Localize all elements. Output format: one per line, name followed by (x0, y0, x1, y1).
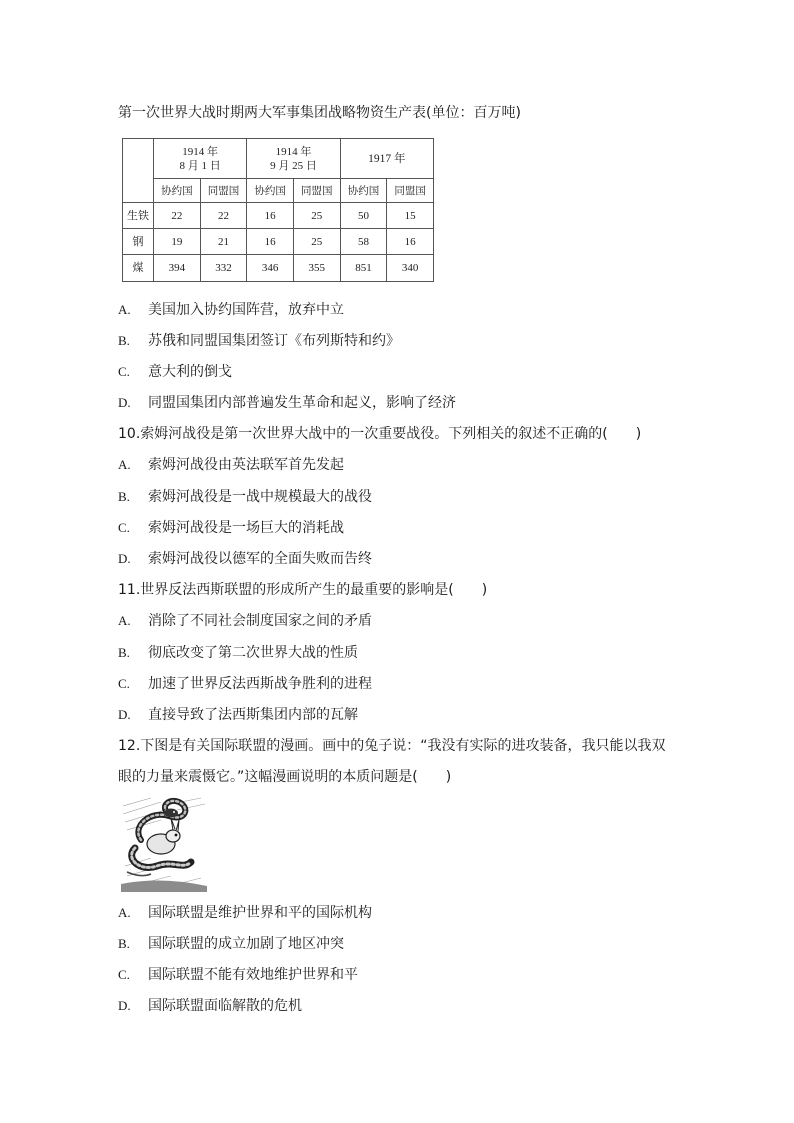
option-text: 国际联盟面临解散的危机 (148, 998, 302, 1014)
bloc-header: 协约国 (247, 179, 294, 203)
bloc-header: 同盟国 (387, 179, 434, 203)
q12-option-d[interactable] (118, 996, 302, 1016)
period-year: 1914 年 (275, 145, 312, 158)
period-year: 1917 年 (368, 152, 406, 165)
table-cell: 340 (387, 255, 434, 282)
option-letter: D. (118, 395, 131, 410)
option-text: 索姆河战役以德军的全面失败而告终 (148, 551, 372, 567)
table-cell: 332 (200, 255, 247, 282)
period-header (340, 139, 433, 179)
table-cell: 25 (293, 203, 340, 229)
table-cell: 25 (293, 229, 340, 255)
option-letter: A. (118, 613, 131, 628)
q12-stem-line1: 12.下图是有关国际联盟的漫画。画中的兔子说：“我没有实际的进攻装备，我只能以我双 (118, 738, 666, 754)
table-cell: 355 (293, 255, 340, 282)
q12-option-c[interactable] (118, 965, 358, 985)
option-letter: B. (118, 936, 130, 951)
q12-stem-line2: 眼的力量来震慑它。”这幅漫画说明的本质问题是( ) (118, 769, 452, 785)
period-date: 9 月 25 日 (270, 159, 317, 172)
table-corner-cell (123, 139, 154, 203)
table-cell: 15 (387, 203, 434, 229)
q9-option-d[interactable] (118, 393, 456, 413)
table-title: 第一次世界大战时期两大军事集团战略物资生产表(单位：百万吨) (118, 105, 521, 121)
league-of-nations-cartoon (121, 796, 207, 892)
q9-option-b[interactable] (118, 331, 400, 351)
period-header (247, 139, 340, 179)
option-letter: C. (118, 967, 130, 982)
bloc-header: 同盟国 (200, 179, 247, 203)
bloc-header: 协约国 (154, 179, 201, 203)
q11-stem: 11.世界反法西斯联盟的形成所产生的最重要的影响是( ) (118, 582, 488, 598)
option-text: 国际联盟不能有效地维护世界和平 (148, 967, 358, 983)
table-cell: 16 (247, 229, 294, 255)
q10-option-c[interactable] (118, 518, 344, 538)
option-text: 同盟国集团内部普遍发生革命和起义，影响了经济 (148, 395, 456, 411)
option-text: 苏俄和同盟国集团签订《布列斯特和约》 (148, 333, 400, 349)
option-text: 索姆河战役由英法联军首先发起 (148, 457, 344, 473)
option-letter: D. (118, 551, 131, 566)
option-text: 国际联盟的成立加剧了地区冲突 (148, 936, 344, 952)
table-cell: 851 (340, 255, 387, 282)
option-text: 索姆河战役是一场巨大的消耗战 (148, 520, 344, 536)
option-text: 消除了不同社会制度国家之间的矛盾 (148, 613, 372, 629)
option-text: 直接导致了法西斯集团内部的瓦解 (148, 707, 358, 723)
bloc-header: 同盟国 (293, 179, 340, 203)
row-label: 煤 (123, 255, 154, 282)
table-cell: 58 (340, 229, 387, 255)
q10-option-b[interactable] (118, 487, 372, 507)
q10-stem: 10.索姆河战役是第一次世界大战中的一次重要战役。下列相关的叙述不正确的( ) (118, 426, 642, 442)
period-year: 1914 年 (182, 145, 219, 158)
option-text: 国际联盟是维护世界和平的国际机构 (148, 905, 372, 921)
table-cell: 394 (154, 255, 201, 282)
table-cell: 16 (387, 229, 434, 255)
option-letter: C. (118, 520, 130, 535)
table-cell: 21 (200, 229, 247, 255)
option-letter: B. (118, 333, 130, 348)
table-row (123, 203, 434, 229)
q11-option-a[interactable] (118, 611, 372, 631)
table-cell: 22 (154, 203, 201, 229)
q11-option-d[interactable] (118, 705, 358, 725)
q12-option-a[interactable] (118, 903, 372, 923)
option-letter: A. (118, 457, 131, 472)
option-text: 索姆河战役是一战中规模最大的战役 (148, 489, 372, 505)
table-cell: 50 (340, 203, 387, 229)
q9-option-c[interactable] (118, 362, 232, 382)
q11-option-c[interactable] (118, 674, 372, 694)
period-date: 8 月 1 日 (179, 159, 221, 172)
option-letter: D. (118, 998, 131, 1013)
table-cell: 346 (247, 255, 294, 282)
q10-option-d[interactable] (118, 549, 372, 569)
option-letter: B. (118, 489, 130, 504)
table-row (123, 255, 434, 282)
option-letter: B. (118, 645, 130, 660)
option-letter: C. (118, 676, 130, 691)
option-text: 彻底改变了第二次世界大战的性质 (148, 645, 358, 661)
row-label: 生铁 (123, 203, 154, 229)
option-text: 意大利的倒戈 (148, 364, 232, 380)
option-letter: A. (118, 302, 131, 317)
production-table (122, 138, 434, 282)
bloc-header: 协约国 (340, 179, 387, 203)
q10-option-a[interactable] (118, 455, 344, 475)
table-cell: 22 (200, 203, 247, 229)
option-text: 加速了世界反法西斯战争胜利的进程 (148, 676, 372, 692)
table-cell: 16 (247, 203, 294, 229)
option-text: 美国加入协约国阵营，放弃中立 (148, 302, 344, 318)
option-letter: A. (118, 905, 131, 920)
period-header (154, 139, 247, 179)
option-letter: D. (118, 707, 131, 722)
q12-option-b[interactable] (118, 934, 344, 954)
q9-option-a[interactable] (118, 300, 344, 320)
q11-option-b[interactable] (118, 643, 358, 663)
table-row (123, 229, 434, 255)
table-cell: 19 (154, 229, 201, 255)
option-letter: C. (118, 364, 130, 379)
row-label: 钢 (123, 229, 154, 255)
